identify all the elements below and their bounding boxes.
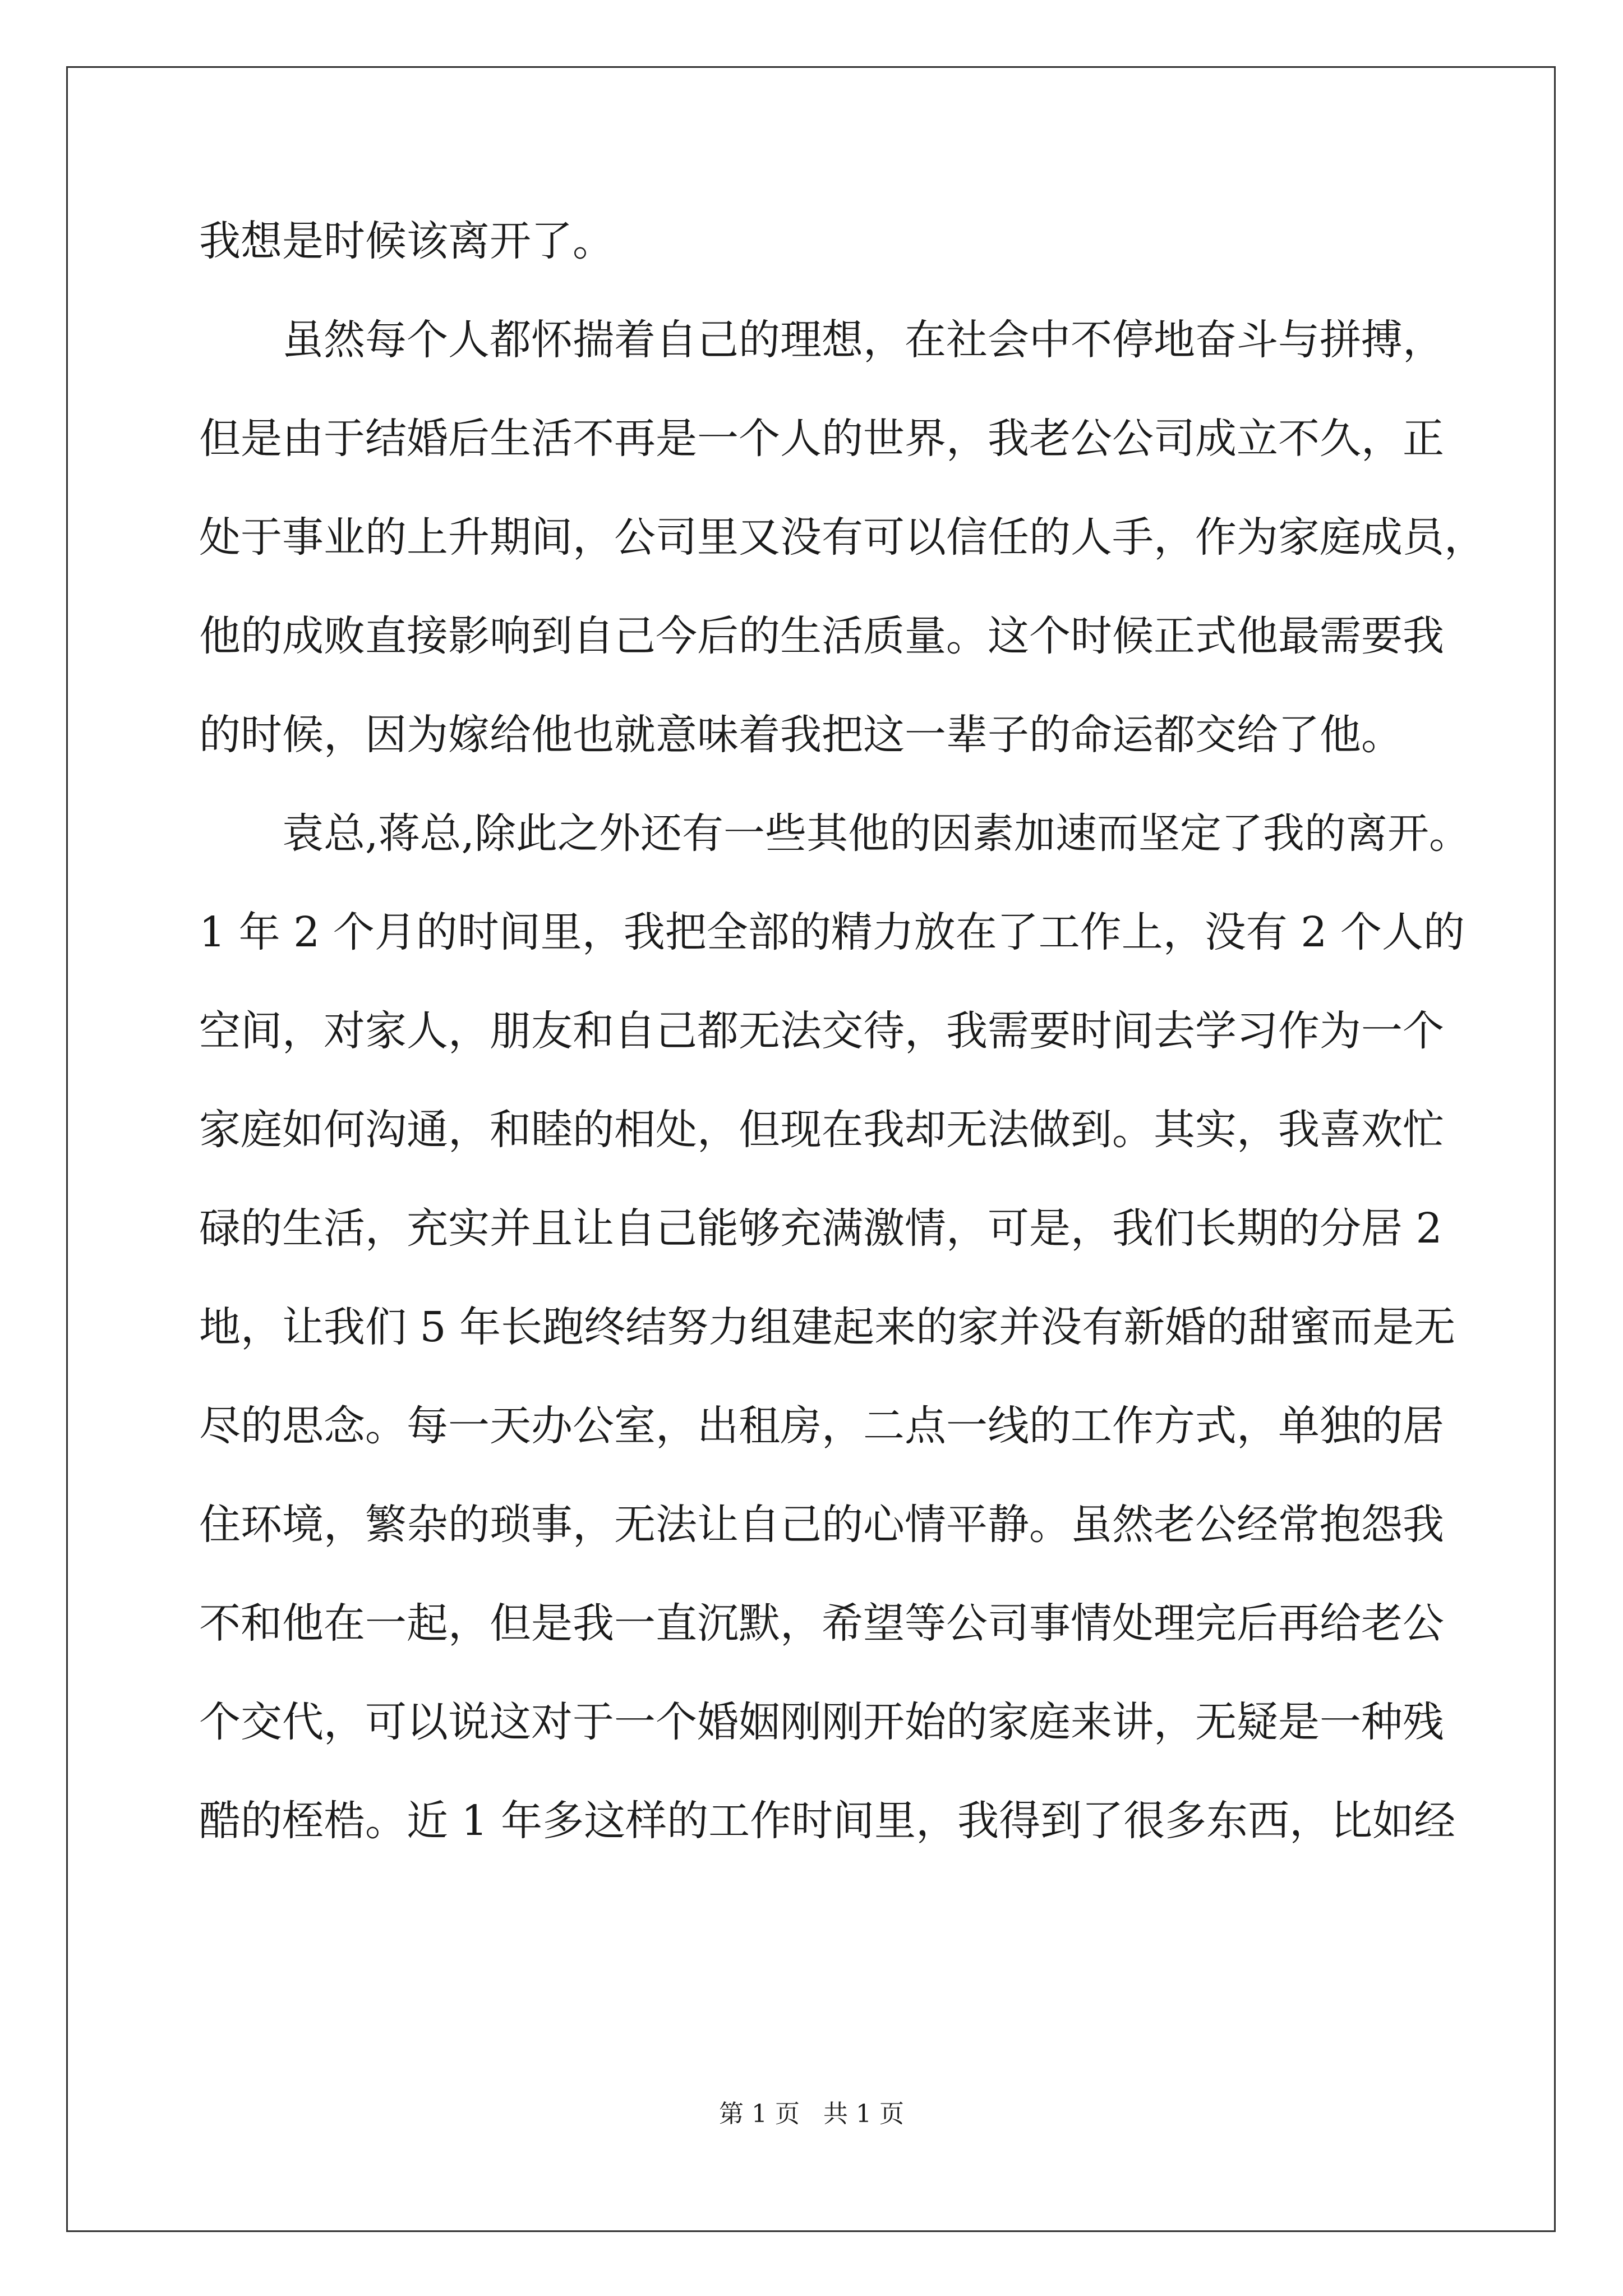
text-line: 住环境，繁杂的琐事，无法让自己的心情平静。虽然老公经常抱怨我 (199, 1501, 1444, 1549)
text-line: 碌的生活，充实并且让自己能够充满激情，可是，我们长期的分居 2 (199, 1204, 1442, 1253)
text-line: 袁总,蒋总,除此之外还有一些其他的因素加速而坚定了我的离开。 (282, 809, 1471, 858)
text-line: 家庭如何沟通，和睦的相处，但现在我却无法做到。其实，我喜欢忙 (199, 1106, 1444, 1154)
text-line: 空间，对家人，朋友和自己都无法交待，我需要时间去学习作为一个 (199, 1007, 1444, 1055)
page-number-footer: 第 1 页 共 1 页 (719, 2100, 904, 2128)
text-line: 地，让我们 5 年长跑终结努力组建起来的家并没有新婚的甜蜜而是无 (199, 1303, 1456, 1351)
text-line: 他的成败直接影响到自己今后的生活质量。这个时候正式他最需要我 (199, 612, 1444, 660)
text-line: 1 年 2 个月的时间里，我把全部的精力放在了工作上，没有 2 个人的 (199, 908, 1465, 956)
text-line: 个交代，可以说这对于一个婚姻刚刚开始的家庭来讲，无疑是一种残 (199, 1698, 1444, 1746)
document-body (199, 208, 1486, 1886)
text-line: 的时候，因为嫁给他也就意味着我把这一辈子的命运都交给了他。 (199, 711, 1403, 759)
text-line: 不和他在一起，但是我一直沉默，希望等公司事情处理完后再给老公 (199, 1599, 1444, 1648)
text-line: 虽然每个人都怀揣着自己的理想，在社会中不停地奋斗与拼搏， (282, 316, 1444, 364)
text-line: 我想是时候该离开了。 (199, 217, 614, 265)
text-line: 处于事业的上升期间，公司里又没有可以信任的人手，作为家庭成员， (199, 513, 1486, 562)
text-line: 尽的思念。每一天办公室，出租房，二点一线的工作方式，单独的居 (199, 1402, 1444, 1450)
text-line: 但是由于结婚后生活不再是一个人的世界，我老公公司成立不久，正 (199, 415, 1444, 463)
text-line: 酷的桎梏。近 1 年多这样的工作时间里，我得到了很多东西，比如经 (199, 1797, 1456, 1845)
